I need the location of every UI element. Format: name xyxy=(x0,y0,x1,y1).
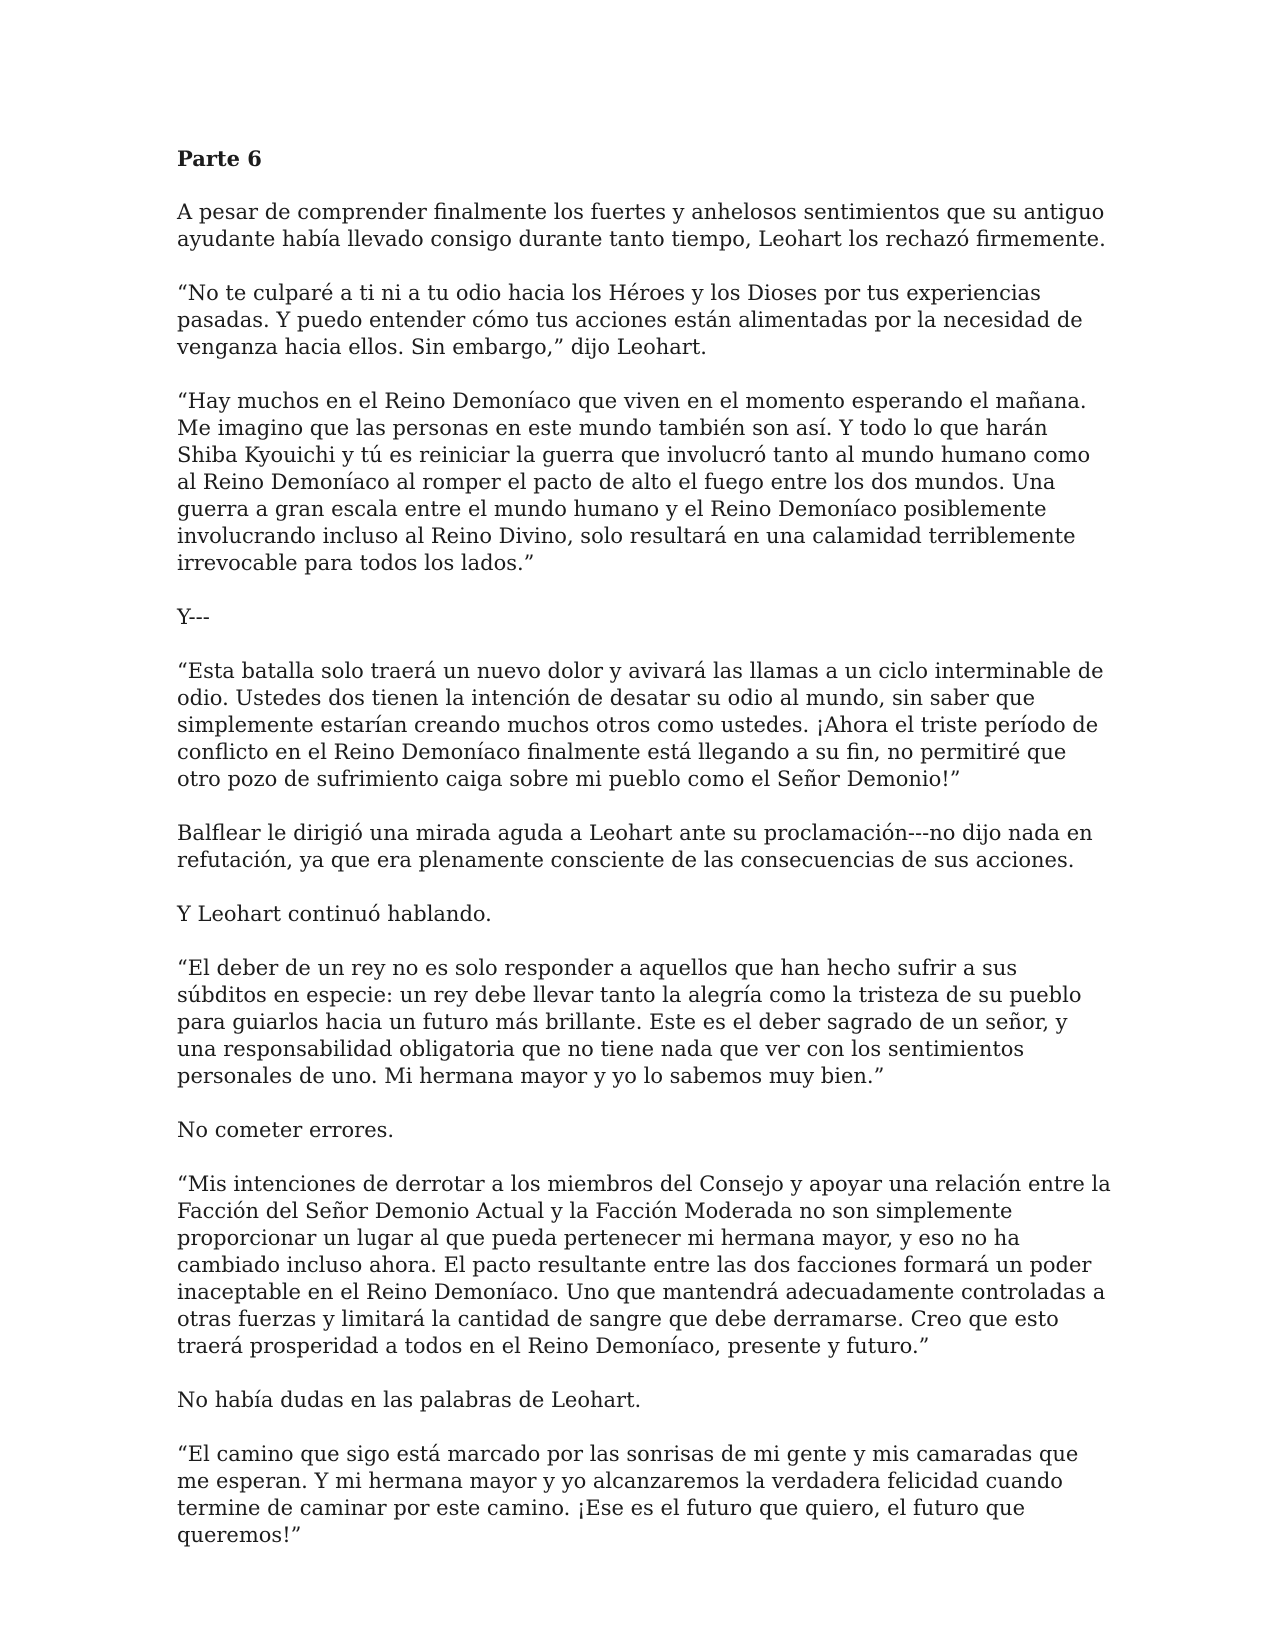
paragraph-10: “Mis intenciones de derrotar a los miembros del Consejo y apoyar una relación entre la Facción del Señor Demonio Actual y la Facción Moderada no son simplemente proporcionar un lugar al que pueda pertenecer mi hermana mayor, y eso no ha cambiado incluso ahora. El pacto resultante entre las dos facciones formará un poder inaceptable en el Reino Demoníaco. Uno que mantendrá adecuadamente controladas a otras fuerzas y limitará la cantidad de sangre que debe derramarse. Creo que esto traerá prosperidad a todos en el Reino Demoníaco, presente y futuro.” xyxy=(177,1172,1111,1358)
paragraph-1: A pesar de comprender finalmente los fuertes y anhelosos sentimientos que su antiguo ayudante había llevado consigo durante tanto tiempo, Leohart los rechazó firmemente. xyxy=(177,200,1106,251)
paragraph-6: Balflear le dirigió una mirada aguda a Leohart ante su proclamación---no dijo nada en refutación, ya que era plenamente consciente de las consecuencias de sus acciones. xyxy=(177,821,1093,872)
paragraph-3: “Hay muchos en el Reino Demoníaco que viven en el momento esperando el mañana. Me imagino que las personas en este mundo también son así. Y todo lo que harán Shiba Kyouichi y tú es reiniciar la guerra que involucró tanto al mundo humano como al Reino Demoníaco al romper el pacto de alto el fuego entre los dos mundos. Una guerra a gran escala entre el mundo humano y el Reino Demoníaco posiblemente involucrando incluso al Reino Divino, solo resultará en una calamidad terriblemente irrevocable para todos los lados.” xyxy=(177,389,1091,575)
section-heading: Parte 6 xyxy=(177,146,262,171)
paragraph-9: No cometer errores. xyxy=(177,1118,395,1142)
paragraph-12: “El camino que sigo está marcado por las sonrisas de mi gente y mis camaradas que me esperan. Y mi hermana mayor y yo alcanzaremos la verdadera felicidad cuando termine de caminar por este camino. ¡Ese es el futuro que quiero, el futuro que queremos!” xyxy=(177,1442,1079,1547)
paragraph-8: “El deber de un rey no es solo responder a aquellos que han hecho sufrir a sus súbditos en especie: un rey debe llevar tanto la alegría como la tristeza de su pueblo para guiarlos hacia un futuro más brillante. Este es el deber sagrado de un señor, y una responsabilidad obligatoria que no tiene nada que ver con los sentimientos personales de uno. Mi hermana mayor y yo lo sabemos muy bien.” xyxy=(177,956,1082,1088)
paragraph-5: “Esta batalla solo traerá un nuevo dolor y avivará las llamas a un ciclo interminable de odio. Ustedes dos tienen la intención de desatar su odio al mundo, sin saber que simplemente estarían creando muchos otros como ustedes. ¡Ahora el triste período de conflicto en el Reino Demoníaco finalmente está llegando a su fin, no permitiré que otro pozo de sufrimiento caiga sobre mi pueblo como el Señor Demonio!” xyxy=(177,659,1104,791)
document-page xyxy=(177,145,1112,1576)
paragraph-2: “No te culparé a ti ni a tu odio hacia los Héroes y los Dioses por tus experiencias pasadas. Y puedo entender cómo tus acciones están alimentadas por la necesidad de venganza hacia ellos. Sin embargo,” dijo Leohart. xyxy=(177,281,1083,359)
paragraph-7: Y Leohart continuó hablando. xyxy=(177,902,492,926)
paragraph-4: Y--- xyxy=(177,605,210,629)
paragraph-11: No había dudas en las palabras de Leohart. xyxy=(177,1388,642,1412)
